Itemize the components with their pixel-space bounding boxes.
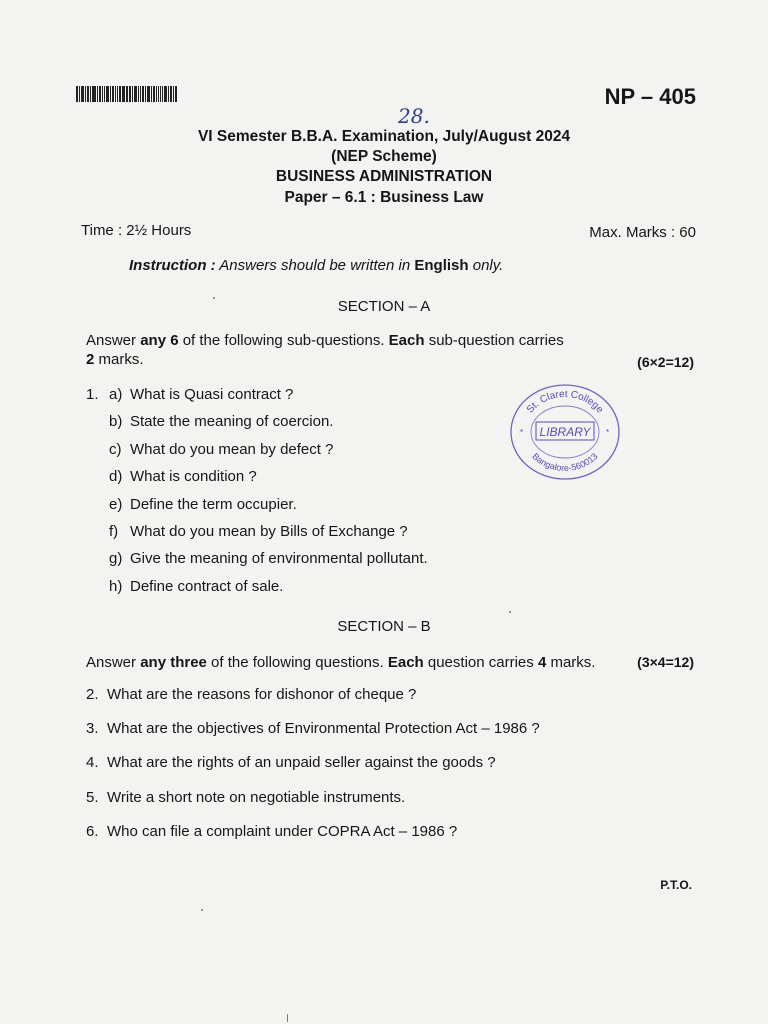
paper-code: NP – 405 xyxy=(604,84,696,109)
scan-speck xyxy=(287,1014,288,1022)
time-allowed: Time : 2½ Hours xyxy=(81,222,192,239)
sub-question xyxy=(109,578,283,595)
sub-question xyxy=(109,468,257,485)
max-marks: Max. Marks : 60 xyxy=(589,224,696,241)
sub-question-label: e) xyxy=(109,495,123,513)
scan-speck xyxy=(509,611,511,613)
question xyxy=(86,686,416,703)
sub-question-text: What is condition ? xyxy=(130,468,257,486)
section-b-marks: (3×4=12) xyxy=(637,654,694,670)
paper-title: Paper – 6.1 : Business Law xyxy=(284,189,484,206)
sub-question xyxy=(109,496,297,513)
question-text: What are the objectives of Environmental Protection Act – 1986 ? xyxy=(107,720,540,738)
library-stamp xyxy=(508,382,622,482)
instruction-label: Instruction : xyxy=(129,257,216,274)
sub-question-label: b) xyxy=(109,413,123,431)
sub-question-label: c) xyxy=(109,440,122,458)
section-a-marks: (6×2=12) xyxy=(637,354,694,370)
sub-question-text: What is Quasi contract ? xyxy=(130,386,294,403)
question xyxy=(86,720,540,737)
sub-question-text: State the meaning of coercion. xyxy=(130,413,334,431)
question xyxy=(86,754,496,771)
stamp-bottom-text: Bangalore-560013 xyxy=(530,451,600,474)
sub-question-text: Give the meaning of environmental pollutant. xyxy=(130,550,428,568)
exam-title: VI Semester B.B.A. Examination, July/August 2024 xyxy=(197,128,571,145)
instruction xyxy=(129,257,503,274)
stamp-top-text: St. Claret College xyxy=(524,388,606,416)
section-b-instruction: Answer any three of the following questions. Each question carries 4 marks. xyxy=(86,654,596,671)
sub-question-text: Define contract of sale. xyxy=(130,577,284,595)
sub-question-text: What do you mean by Bills of Exchange ? xyxy=(130,523,408,540)
sub-question-label: a) xyxy=(109,386,123,403)
question-number: 6. xyxy=(86,822,99,840)
question-number: 5. xyxy=(86,788,99,806)
scan-speck xyxy=(213,297,215,299)
question-text: Write a short note on negotiable instruments. xyxy=(107,788,406,806)
sub-question xyxy=(109,550,428,567)
sub-question xyxy=(109,413,333,430)
question-number: 3. xyxy=(86,720,99,738)
sub-question-text: What do you mean by defect ? xyxy=(130,440,334,458)
scan-speck xyxy=(201,909,203,911)
barcode xyxy=(76,86,178,102)
sub-question-text: Define the term occupier. xyxy=(130,495,297,513)
sub-question xyxy=(109,523,408,540)
section-b-title: SECTION – B xyxy=(337,618,431,635)
question-text: What are the reasons for dishonor of cheque ? xyxy=(107,686,417,703)
handwritten-note: 28. xyxy=(398,104,430,128)
question xyxy=(86,789,405,806)
question xyxy=(86,823,457,840)
pto-note: P.T.O. xyxy=(660,878,692,892)
question-text: Who can file a complaint under COPRA Act – 1986 ? xyxy=(107,822,458,840)
question-text: What are the rights of an unpaid seller against the goods ? xyxy=(107,754,496,772)
sub-question-label: d) xyxy=(109,468,123,486)
stamp-star-left: * xyxy=(520,428,524,437)
subject-title: BUSINESS ADMINISTRATION xyxy=(275,168,493,185)
instruction-text-end: only. xyxy=(468,257,504,274)
section-a-title: SECTION – A xyxy=(337,298,431,315)
sub-question xyxy=(109,386,293,403)
stamp-star-right: * xyxy=(606,428,610,437)
scheme-title: (NEP Scheme) xyxy=(331,148,437,165)
section-a-instruction: Answer any 6 of the following sub-questions. Each sub-question carries 2 marks. xyxy=(86,332,564,368)
question-number: 2. xyxy=(86,686,99,703)
question-number: 1. xyxy=(86,386,99,403)
sub-question xyxy=(109,441,333,458)
instruction-text: Answers should be written in xyxy=(215,257,415,274)
sub-question-label: h) xyxy=(109,577,123,595)
question-number: 4. xyxy=(86,754,99,772)
instruction-emphasis: English xyxy=(414,257,469,274)
sub-question-label: f) xyxy=(109,523,119,540)
stamp-center-text: LIBRARY xyxy=(539,425,591,439)
sub-question-label: g) xyxy=(109,550,123,568)
